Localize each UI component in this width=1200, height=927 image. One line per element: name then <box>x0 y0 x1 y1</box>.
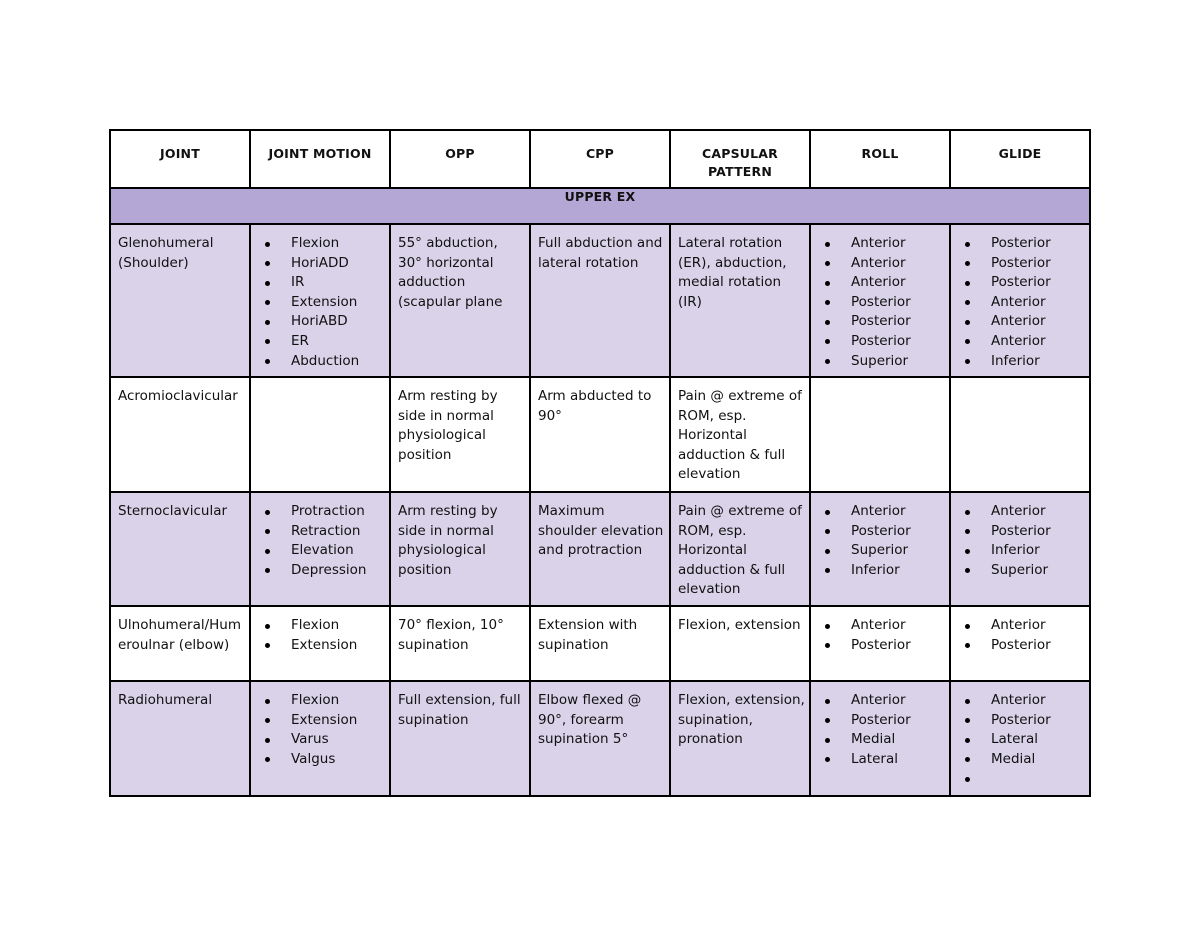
header-row <box>110 130 1090 188</box>
joint-name-cell <box>110 492 250 606</box>
joint-motion-cell <box>250 224 390 377</box>
roll-cell <box>810 224 950 377</box>
opp-cell <box>390 224 530 377</box>
list-item: Posterior <box>951 711 1085 731</box>
opp-text: Arm resting by side in normal physiological position <box>398 388 498 463</box>
joint-motion-cell <box>250 681 390 796</box>
roll-list <box>811 225 949 375</box>
list-item: Extension <box>251 293 385 313</box>
joint-name-text: Sternoclavicular <box>118 503 228 519</box>
list-item: Elevation <box>251 541 385 561</box>
joint-motion-list <box>251 493 389 584</box>
list-item: ER <box>251 332 385 352</box>
list-item: Posterior <box>811 312 945 332</box>
capsular-pattern-cell <box>670 224 810 377</box>
list-item: Anterior <box>951 691 1085 711</box>
capsular-pattern-text: Pain @ extreme of ROM, esp. Horizontal adduction & full elevation <box>678 503 802 598</box>
header-roll: ROLL <box>810 130 950 188</box>
list-item: Inferior <box>951 352 1085 372</box>
capsular-pattern-text: Flexion, extension, supination, pronation <box>678 692 805 748</box>
joint-name-cell <box>110 681 250 796</box>
glide-cell <box>950 606 1090 681</box>
opp-cell <box>390 377 530 492</box>
joint-name-cell <box>110 606 250 681</box>
cpp-text: Extension with supination <box>538 617 638 653</box>
capsular-pattern-text: Flexion, extension <box>678 617 801 633</box>
header-opp: OPP <box>390 130 530 188</box>
joint-mechanics-table <box>109 129 1091 797</box>
list-item: Anterior <box>951 502 1085 522</box>
list-item: Anterior <box>811 234 945 254</box>
glide-cell <box>950 224 1090 377</box>
glide-list <box>951 682 1089 793</box>
capsular-pattern-text: Pain @ extreme of ROM, esp. Horizontal adduction & full elevation <box>678 388 802 483</box>
list-item: Posterior <box>811 522 945 542</box>
joint-motion-list <box>251 225 389 375</box>
glide-cell <box>950 492 1090 606</box>
capsular-pattern-cell <box>670 377 810 492</box>
list-item: Retraction <box>251 522 385 542</box>
capsular-pattern-cell <box>670 606 810 681</box>
list-item <box>951 769 1085 789</box>
roll-cell <box>810 492 950 606</box>
list-item: Anterior <box>951 616 1085 636</box>
list-item: Posterior <box>951 273 1085 293</box>
list-item: Superior <box>951 561 1085 581</box>
list-item: Anterior <box>811 502 945 522</box>
cpp-cell <box>530 492 670 606</box>
list-item: Anterior <box>951 312 1085 332</box>
capsular-pattern-text: Lateral rotation (ER), abduction, medial rotation (IR) <box>678 235 787 310</box>
joint-motion-cell <box>250 492 390 606</box>
joint-name-text: Acromioclavicular <box>118 388 238 404</box>
list-item: Anterior <box>811 691 945 711</box>
cpp-text: Full abduction and lateral rotation <box>538 235 663 271</box>
roll-cell <box>810 681 950 796</box>
list-item: Superior <box>811 541 945 561</box>
list-item: Flexion <box>251 234 385 254</box>
list-item: Flexion <box>251 616 385 636</box>
header-cpp: CPP <box>530 130 670 188</box>
list-item: Medial <box>951 750 1085 770</box>
opp-text: 70° flexion, 10° supination <box>398 617 504 653</box>
header-joint-motion: JOINT MOTION <box>250 130 390 188</box>
section-band <box>110 188 1090 224</box>
list-item: Protraction <box>251 502 385 522</box>
opp-cell <box>390 681 530 796</box>
glide-list <box>951 225 1089 375</box>
list-item: Inferior <box>811 561 945 581</box>
table-row <box>110 377 1090 492</box>
opp-text: Full extension, full supination <box>398 692 521 728</box>
cpp-cell <box>530 377 670 492</box>
header-joint: JOINT <box>110 130 250 188</box>
list-item: Medial <box>811 730 945 750</box>
list-item: Posterior <box>951 636 1085 656</box>
roll-list <box>811 607 949 659</box>
list-item: HoriABD <box>251 312 385 332</box>
joint-name-cell <box>110 224 250 377</box>
table-row <box>110 606 1090 681</box>
joint-name-text: Glenohumeral (Shoulder) <box>118 235 214 271</box>
list-item: Anterior <box>811 254 945 274</box>
list-item: IR <box>251 273 385 293</box>
cpp-cell <box>530 681 670 796</box>
cpp-text: Elbow flexed @ 90°, forearm supination 5° <box>538 692 642 748</box>
list-item: Posterior <box>811 636 945 656</box>
roll-cell <box>810 606 950 681</box>
joint-motion-list <box>251 607 389 659</box>
list-item: HoriADD <box>251 254 385 274</box>
joint-name-text: Ulnohumeral/Humeroulnar (elbow) <box>118 617 241 653</box>
glide-list <box>951 493 1089 584</box>
joint-motion-cell <box>250 377 390 492</box>
list-item: Lateral <box>951 730 1085 750</box>
list-item: Anterior <box>951 293 1085 313</box>
glide-list <box>951 607 1089 659</box>
list-item: Depression <box>251 561 385 581</box>
list-item: Posterior <box>951 254 1085 274</box>
list-item: Varus <box>251 730 385 750</box>
glide-cell <box>950 681 1090 796</box>
cpp-cell <box>530 224 670 377</box>
header-glide: GLIDE <box>950 130 1090 188</box>
list-item: Posterior <box>811 711 945 731</box>
list-item: Anterior <box>811 616 945 636</box>
list-item: Posterior <box>811 332 945 352</box>
roll-cell <box>810 377 950 492</box>
list-item: Inferior <box>951 541 1085 561</box>
capsular-pattern-cell <box>670 492 810 606</box>
joint-name-text: Radiohumeral <box>118 692 213 708</box>
section-label: UPPER EX <box>110 188 1090 224</box>
list-item: Posterior <box>951 522 1085 542</box>
cpp-text: Arm abducted to 90° <box>538 388 652 424</box>
list-item: Posterior <box>951 234 1085 254</box>
list-item: Extension <box>251 636 385 656</box>
joint-name-cell <box>110 377 250 492</box>
roll-list <box>811 493 949 584</box>
table-row <box>110 492 1090 606</box>
joint-motion-cell <box>250 606 390 681</box>
list-item: Valgus <box>251 750 385 770</box>
table-row <box>110 681 1090 796</box>
capsular-pattern-cell <box>670 681 810 796</box>
list-item: Abduction <box>251 352 385 372</box>
list-item: Superior <box>811 352 945 372</box>
list-item: Flexion <box>251 691 385 711</box>
opp-cell <box>390 492 530 606</box>
opp-text: Arm resting by side in normal physiological position <box>398 503 498 578</box>
list-item: Anterior <box>951 332 1085 352</box>
cpp-cell <box>530 606 670 681</box>
joint-motion-list <box>251 682 389 773</box>
list-item: Anterior <box>811 273 945 293</box>
list-item: Lateral <box>811 750 945 770</box>
list-item: Posterior <box>811 293 945 313</box>
table-row <box>110 224 1090 377</box>
header-capsular-pattern: CAPSULAR PATTERN <box>670 130 810 188</box>
cpp-text: Maximum shoulder elevation and protraction <box>538 503 664 559</box>
list-item: Extension <box>251 711 385 731</box>
opp-cell <box>390 606 530 681</box>
opp-text: 55° abduction, 30° horizontal adduction (scapular plane <box>398 235 503 310</box>
glide-cell <box>950 377 1090 492</box>
roll-list <box>811 682 949 773</box>
